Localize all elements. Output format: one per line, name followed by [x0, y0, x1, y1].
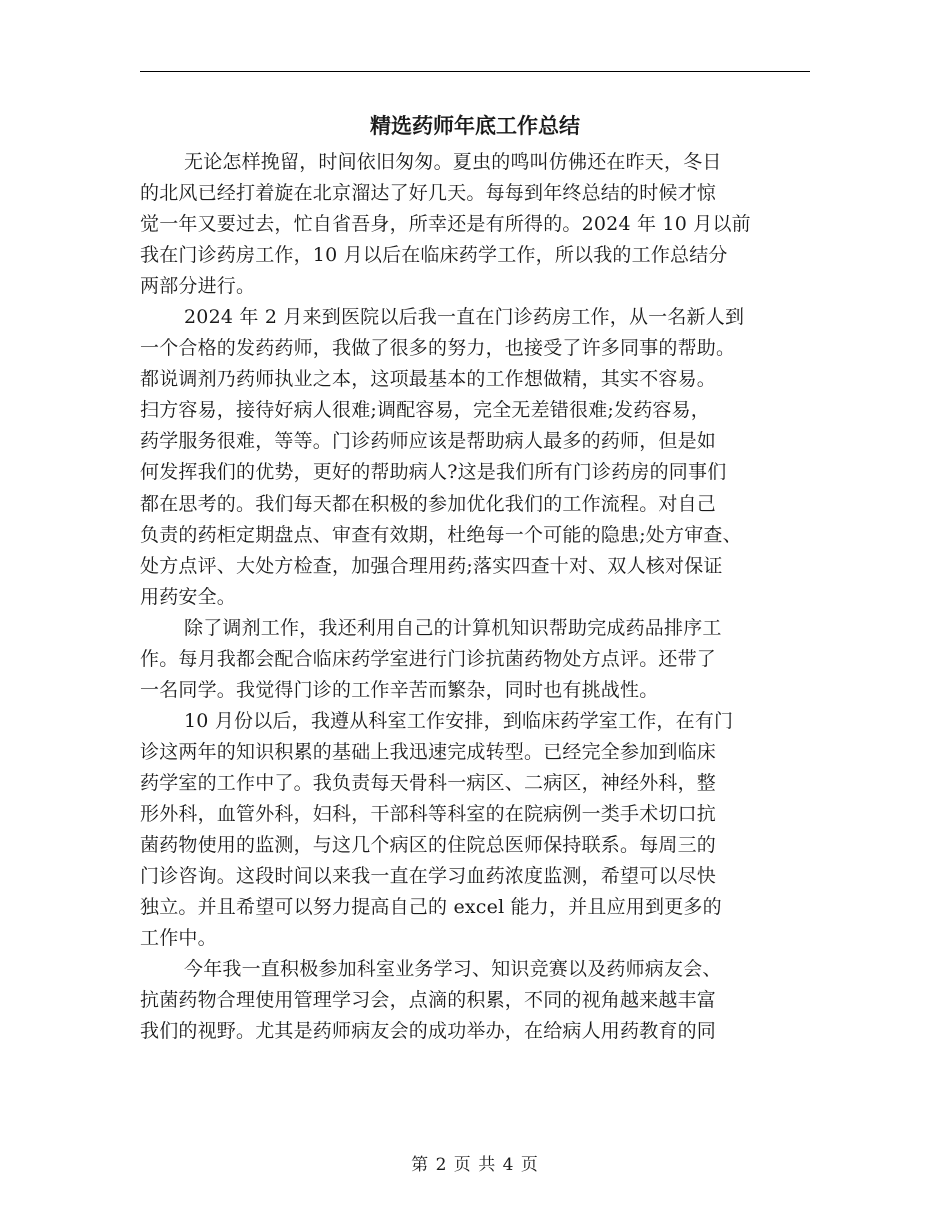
text-line: 诊这两年的知识积累的基础上我迅速完成转型。已经完全参加到临床	[140, 740, 717, 763]
paragraph	[140, 147, 810, 302]
text-line: 何发挥我们的优势，更好的帮助病人?这是我们所有门诊药房的同事们	[140, 461, 727, 484]
text-line: 我在门诊药房工作，10 月以后在临床药学工作，所以我的工作总结分	[140, 244, 728, 267]
text-line: 10 月份以后，我遵从科室工作安排，到临床药学室工作，在有门	[184, 709, 734, 732]
text-line: 觉一年又要过去，忙自省吾身，所幸还是有所得的。2024 年 10 月以前	[140, 213, 751, 236]
header-rule	[140, 71, 810, 72]
text-line: 药学室的工作中了。我负责每天骨科一病区、二病区，神经外科，整	[140, 771, 717, 794]
text-line: 抗菌药物合理使用管理学习会，点滴的积累，不同的视角越来越丰富	[140, 989, 717, 1012]
text-line: 负责的药柜定期盘点、审查有效期，杜绝每一个可能的隐患;处方审查、	[140, 523, 742, 546]
paragraph	[140, 954, 810, 1047]
text-line: 门诊咨询。这段时间以来我一直在学习血药浓度监测，希望可以尽快	[140, 865, 717, 888]
text-line: 我们的视野。尤其是药师病友会的成功举办，在给病人用药教育的同	[140, 1020, 717, 1043]
text-line: 扫方容易，接待好病人很难;调配容易，完全无差错很难;发药容易，	[140, 399, 711, 422]
text-line: 都在思考的。我们每天都在积极的参加优化我们的工作流程。对自己	[140, 492, 717, 515]
paragraph	[140, 302, 810, 612]
text-line: 独立。并且希望可以努力提高自己的 excel 能力，并且应用到更多的	[140, 896, 722, 919]
text-line: 处方点评、大处方检查，加强合理用药;落实四查十对、双人核对保证	[140, 554, 723, 577]
text-line: 一个合格的发药药师，我做了很多的努力，也接受了许多同事的帮助。	[140, 337, 736, 360]
document-body	[140, 147, 810, 1047]
page-number-footer: 第 2 页 共 4 页	[411, 1155, 539, 1175]
text-line: 用药安全。	[140, 585, 237, 608]
text-line: 今年我一直积极参加科室业务学习、知识竞赛以及药师病友会、	[184, 958, 722, 981]
text-line: 两部分进行。	[140, 275, 256, 298]
paragraph	[140, 613, 810, 706]
text-line: 除了调剂工作，我还利用自己的计算机知识帮助完成药品排序工	[184, 616, 722, 639]
text-line: 一名同学。我觉得门诊的工作辛苦而繁杂，同时也有挑战性。	[140, 678, 659, 701]
text-line: 菌药物使用的监测，与这几个病区的住院总医师保持联系。每周三的	[140, 834, 717, 857]
text-line: 药学服务很难，等等。门诊药师应该是帮助病人最多的药师，但是如	[140, 430, 717, 453]
text-line: 的北风已经打着旋在北京溜达了好几天。每每到年终总结的时候才惊	[140, 182, 717, 205]
document-title: 精选药师年底工作总结	[370, 113, 580, 138]
text-line: 2024 年 2 月来到医院以后我一直在门诊药房工作，从一名新人到	[184, 306, 745, 329]
text-line: 形外科，血管外科，妇科，干部科等科室的在院病例一类手术切口抗	[140, 802, 717, 825]
paragraph	[140, 706, 810, 954]
text-line: 无论怎样挽留，时间依旧匆匆。夏虫的鸣叫仿佛还在昨天，冬日	[184, 151, 722, 173]
text-line: 作。每月我都会配合临床药学室进行门诊抗菌药物处方点评。还带了	[140, 647, 717, 670]
text-line: 工作中。	[140, 927, 217, 950]
text-line: 都说调剂乃药师执业之本，这项最基本的工作想做精，其实不容易。	[140, 368, 717, 391]
